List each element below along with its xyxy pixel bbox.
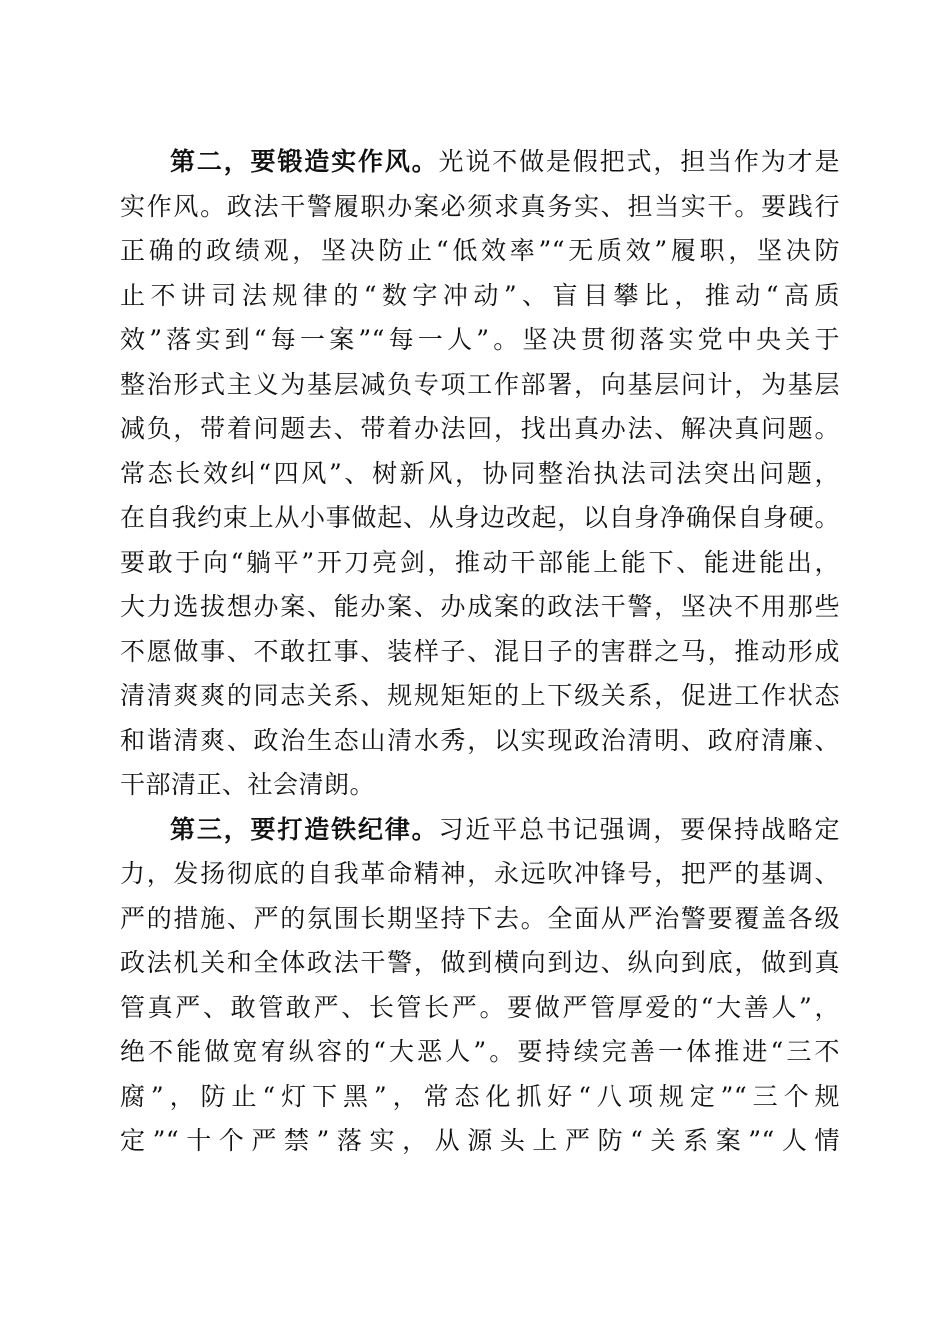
paragraph-1-line-9: 在自我约束上从小事做起、从身边改起，以自身净确保自身硬。 bbox=[120, 503, 840, 532]
paragraph-1-line-1-text: 光说不做是假把式，担当作为才是 bbox=[438, 147, 840, 176]
paragraph-1-line-10: 要敢于向“躺平”开刀亮剑，推动干部能上能下、能进能出， bbox=[120, 547, 840, 577]
paragraph-1-line-4: 止不讲司法规律的“数字冲动”、盲目攀比，推动“高质 bbox=[120, 280, 840, 310]
paragraph-1-line-12: 不愿做事、不敢扛事、装样子、混日子的害群之马，推动形成 bbox=[120, 636, 840, 666]
paragraph-2-line-1-text: 习近平总书记强调，要保持战略定 bbox=[438, 814, 840, 844]
paragraph-2-line-4: 政法机关和全体政法干警，做到横向到边、纵向到底，做到真 bbox=[120, 948, 840, 977]
paragraph-1-line-3: 正确的政绩观，坚决防止“低效率”“无质效”履职，坚决防 bbox=[120, 236, 840, 265]
paragraph-2-lead: 第三，要打造铁纪律。 bbox=[170, 814, 439, 844]
paragraph-1-line-15: 干部清正、社会清朗。 bbox=[120, 770, 376, 799]
paragraph-2-line-8: 定”“十个严禁”落实，从源头上严防“关系案”“人情 bbox=[120, 1126, 840, 1155]
paragraph-1-line-1 bbox=[120, 140, 840, 185]
paragraph-1-line-5: 效”落实到“每一案”“每一人”。坚决贯彻落实党中央关于 bbox=[120, 325, 840, 354]
paragraph-1-line-7: 减负，带着问题去、带着办法回，找出真办法、解决真问题。 bbox=[120, 414, 840, 443]
paragraph-1-line-2: 实作风。政法干警履职办案必须求真务实、担当实干。要践行 bbox=[120, 191, 840, 221]
paragraph-1-line-13: 清清爽爽的同志关系、规规矩矩的上下级关系，促进工作状态 bbox=[120, 681, 840, 710]
paragraph-1-line-8: 常态长效纠“四风”、树新风，协同整治执法司法突出问题， bbox=[120, 458, 840, 488]
paragraph-1-line-6: 整治形式主义为基层减负专项工作部署，向基层问计，为基层 bbox=[120, 369, 840, 399]
paragraph-2-line-7: 腐”，防止“灯下黑”，常态化抓好“八项规定”“三个规 bbox=[120, 1081, 840, 1111]
paragraph-1-line-14: 和谐清爽、政治生态山清水秀，以实现政治清明、政府清廉、 bbox=[120, 725, 840, 755]
paragraph-2-line-3: 严的措施、严的氛围长期坚持下去。全面从严治警要覆盖各级 bbox=[120, 903, 840, 933]
paragraph-2-line-1 bbox=[120, 808, 840, 853]
paragraph-1-lead: 第二，要锻造实作风。 bbox=[170, 147, 439, 176]
paragraph-1-line-11: 大力选拔想办案、能办案、办成案的政法干警，坚决不用那些 bbox=[120, 592, 840, 621]
paragraph-2-line-5: 管真严、敢管敢严、长管长严。要做严管厚爱的“大善人”， bbox=[120, 992, 840, 1022]
document-body bbox=[120, 140, 840, 1164]
paragraph-2-line-6: 绝不能做宽宥纵容的“大恶人”。要持续完善一体推进“三不 bbox=[120, 1037, 840, 1066]
paragraph-2-line-2: 力，发扬彻底的自我革命精神，永远吹冲锋号，把严的基调、 bbox=[120, 859, 840, 888]
